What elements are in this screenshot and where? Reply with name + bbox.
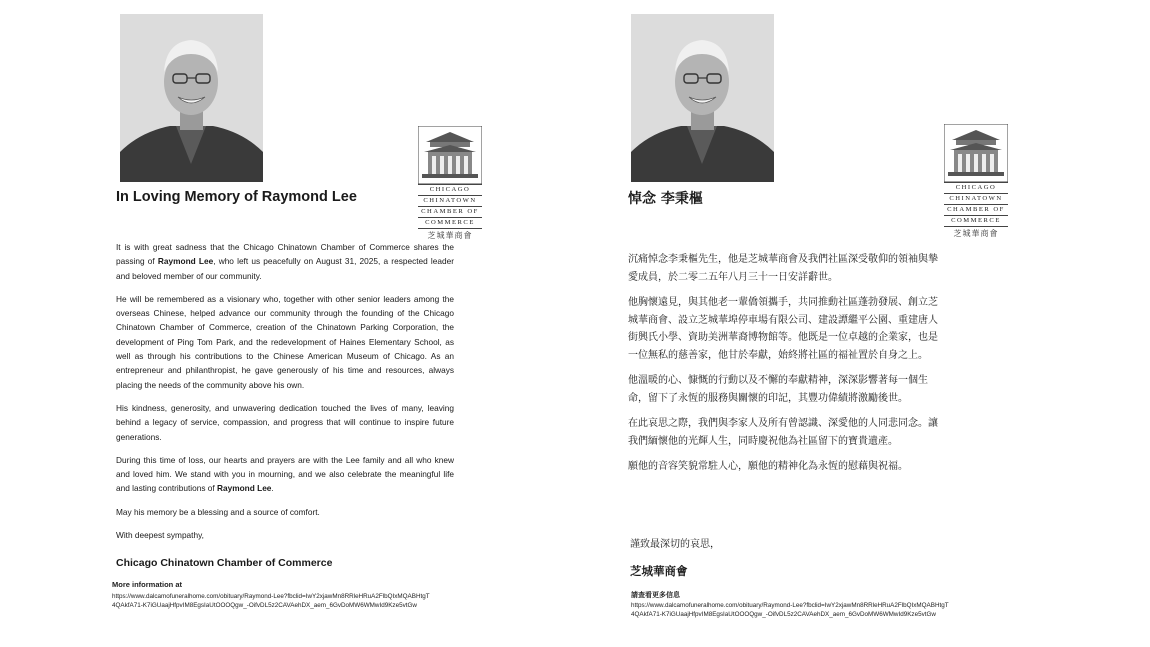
paragraph-2: He will be remembered as a visionary who, together with other senior leaders among the overseas Chinese, helped advance our community through the founding of the Chicago Chinatown Chamber of Commerce, creation of the Chinatown Parking Corporation, the development of Ping Tom Park, and the redevelopment of Haines Elementary School, as well as through his contributions to the Chinese American Museum of Chicago. As an entrepreneur and philanthropist, he gave generously of his time and resources, always placing the needs of the community above his own. — [116, 293, 454, 390]
cn-paragraph-2: 他胸懷遠見，與其他老一輩僑領攜手，共同推動社區蓬勃發展、創立芝城華商會、設立芝城華埠停車場有限公司、建設譚繼平公園、重建唐人街興氏小學、資助美洲華裔博物館等。他既是一位卓越的企業家，也是一位無私的慈善家，他甘於奉獻，始終將社區的福祉置於自身之上。 — [628, 297, 938, 361]
portrait-image — [120, 14, 263, 182]
portrait-photo — [120, 14, 263, 182]
pagoda-icon — [418, 126, 482, 184]
cn-paragraph-3: 他溫暖的心、慷慨的行動以及不懈的奉獻精神，深深影響著每一個生命，留下了永恆的服務與關懷的印記，其豐功偉績將激勵後世。 — [628, 375, 928, 404]
p1-name: Raymond Lee — [157, 256, 214, 267]
closing-cn: 謹致最深切的哀思， — [630, 539, 720, 550]
paragraph-4 — [116, 453, 454, 496]
portrait-image-cn — [631, 14, 774, 182]
logo-cn-chinese-name: 芝城華商會 — [953, 229, 999, 238]
more-info-label-en: More information at — [112, 580, 183, 589]
logo-line-2: CHINATOWN — [418, 195, 482, 206]
memorial-body-cn — [628, 251, 944, 484]
logo-cn-line-1: CHICAGO — [944, 182, 1008, 193]
more-info-label-cn: 請查看更多信息 — [631, 591, 680, 599]
chamber-logo — [418, 126, 482, 241]
chamber-logo-cn — [944, 124, 1008, 239]
cn-paragraph-1: 沉痛悼念李秉樞先生，他是芝城華商會及我們社區深受敬仰的領袖與摯愛成員，於二零二五年八月三十一日安詳辭世。 — [628, 254, 938, 283]
p4-name: Raymond Lee — [217, 483, 272, 494]
closing-en: With deepest sympathy, — [116, 530, 204, 541]
memorial-title-en: In Loving Memory of Raymond Lee — [116, 189, 357, 205]
logo-cn-line-2: CHINATOWN — [944, 193, 1008, 204]
paragraph-1 — [116, 240, 454, 283]
cn-paragraph-5: 願他的音容笑貌常駐人心，願他的精神化為永恆的慰藉與祝福。 — [628, 461, 908, 472]
portrait-photo-cn — [631, 14, 774, 182]
logo-line-1: CHICAGO — [418, 184, 482, 195]
p1-text-a: It is with great sadness that the Chicago Chinatown Chamber of Commerce shares the passing of — [116, 242, 454, 267]
organization-cn: 芝城華商會 — [630, 564, 688, 578]
memorial-title-cn: 悼念 李秉樞 — [628, 191, 703, 207]
paragraph-3: His kindness, generosity, and unwavering dedication touched the lives of many, leaving behind a legacy of service, compassion, and progress that will continue to inspire future generations. — [116, 402, 454, 442]
obituary-link-en[interactable]: https://www.dalcamofuneralhome.com/obituary/Raymond-Lee?fbclid=IwY2xjawMn8RRleHRuA2FlbQIxMQABHtgT4QAkfA71-K7iGUaajHfpvIM8EgsIaUtOOOQgw_-OifvDL5z2CAVAehDX_aem_6GvDoMW6WMwId9Kze5vtGw — [112, 592, 430, 609]
organization-en: Chicago Chinatown Chamber of Commerce — [116, 557, 333, 570]
logo-cn-line-4: COMMERCE — [944, 215, 1008, 227]
p4-text-a: During this time of loss, our hearts and prayers are with the Lee family and all who knew and loved him. We stand with you in mourning, and we also celebrate the meaningful life and lasting contributions of — [116, 454, 454, 494]
logo-line-4: COMMERCE — [418, 217, 482, 229]
logo-cn-line-3: CHAMBER OF — [944, 204, 1008, 215]
cn-paragraph-4: 在此哀思之際，我們與李家人及所有曾認識、深愛他的人同悲同念。讓我們緬懷他的光輝人生，同時慶祝他為社區留下的寶貴遺產。 — [628, 418, 938, 447]
p1-text-b: , who left us peacefully on August 31, 2025, a respected leader and beloved member of our community. — [116, 256, 454, 281]
p4-text-b: . — [271, 483, 274, 494]
paragraph-5: May his memory be a blessing and a source of comfort. — [116, 506, 320, 517]
memorial-body-en — [116, 240, 454, 571]
logo-chinese-name: 芝城華商會 — [427, 231, 473, 240]
obituary-link-cn[interactable]: https://www.dalcamofuneralhome.com/obituary/Raymond-Lee?fbclid=IwY2xjawMn8RRleHRuA2FlbQIxMQABHtgT4QAkfA71-K7iGUaajHfpvIM8EgsIaUtOOOQgw_-OifvDL5z2CAVAehDX_aem_6GvDoMW6WMwId9Kze5vtGw — [631, 602, 949, 618]
more-info-cn — [631, 591, 951, 619]
pagoda-icon-cn — [944, 124, 1008, 182]
logo-line-3: CHAMBER OF — [418, 206, 482, 217]
more-info-en — [112, 580, 432, 611]
